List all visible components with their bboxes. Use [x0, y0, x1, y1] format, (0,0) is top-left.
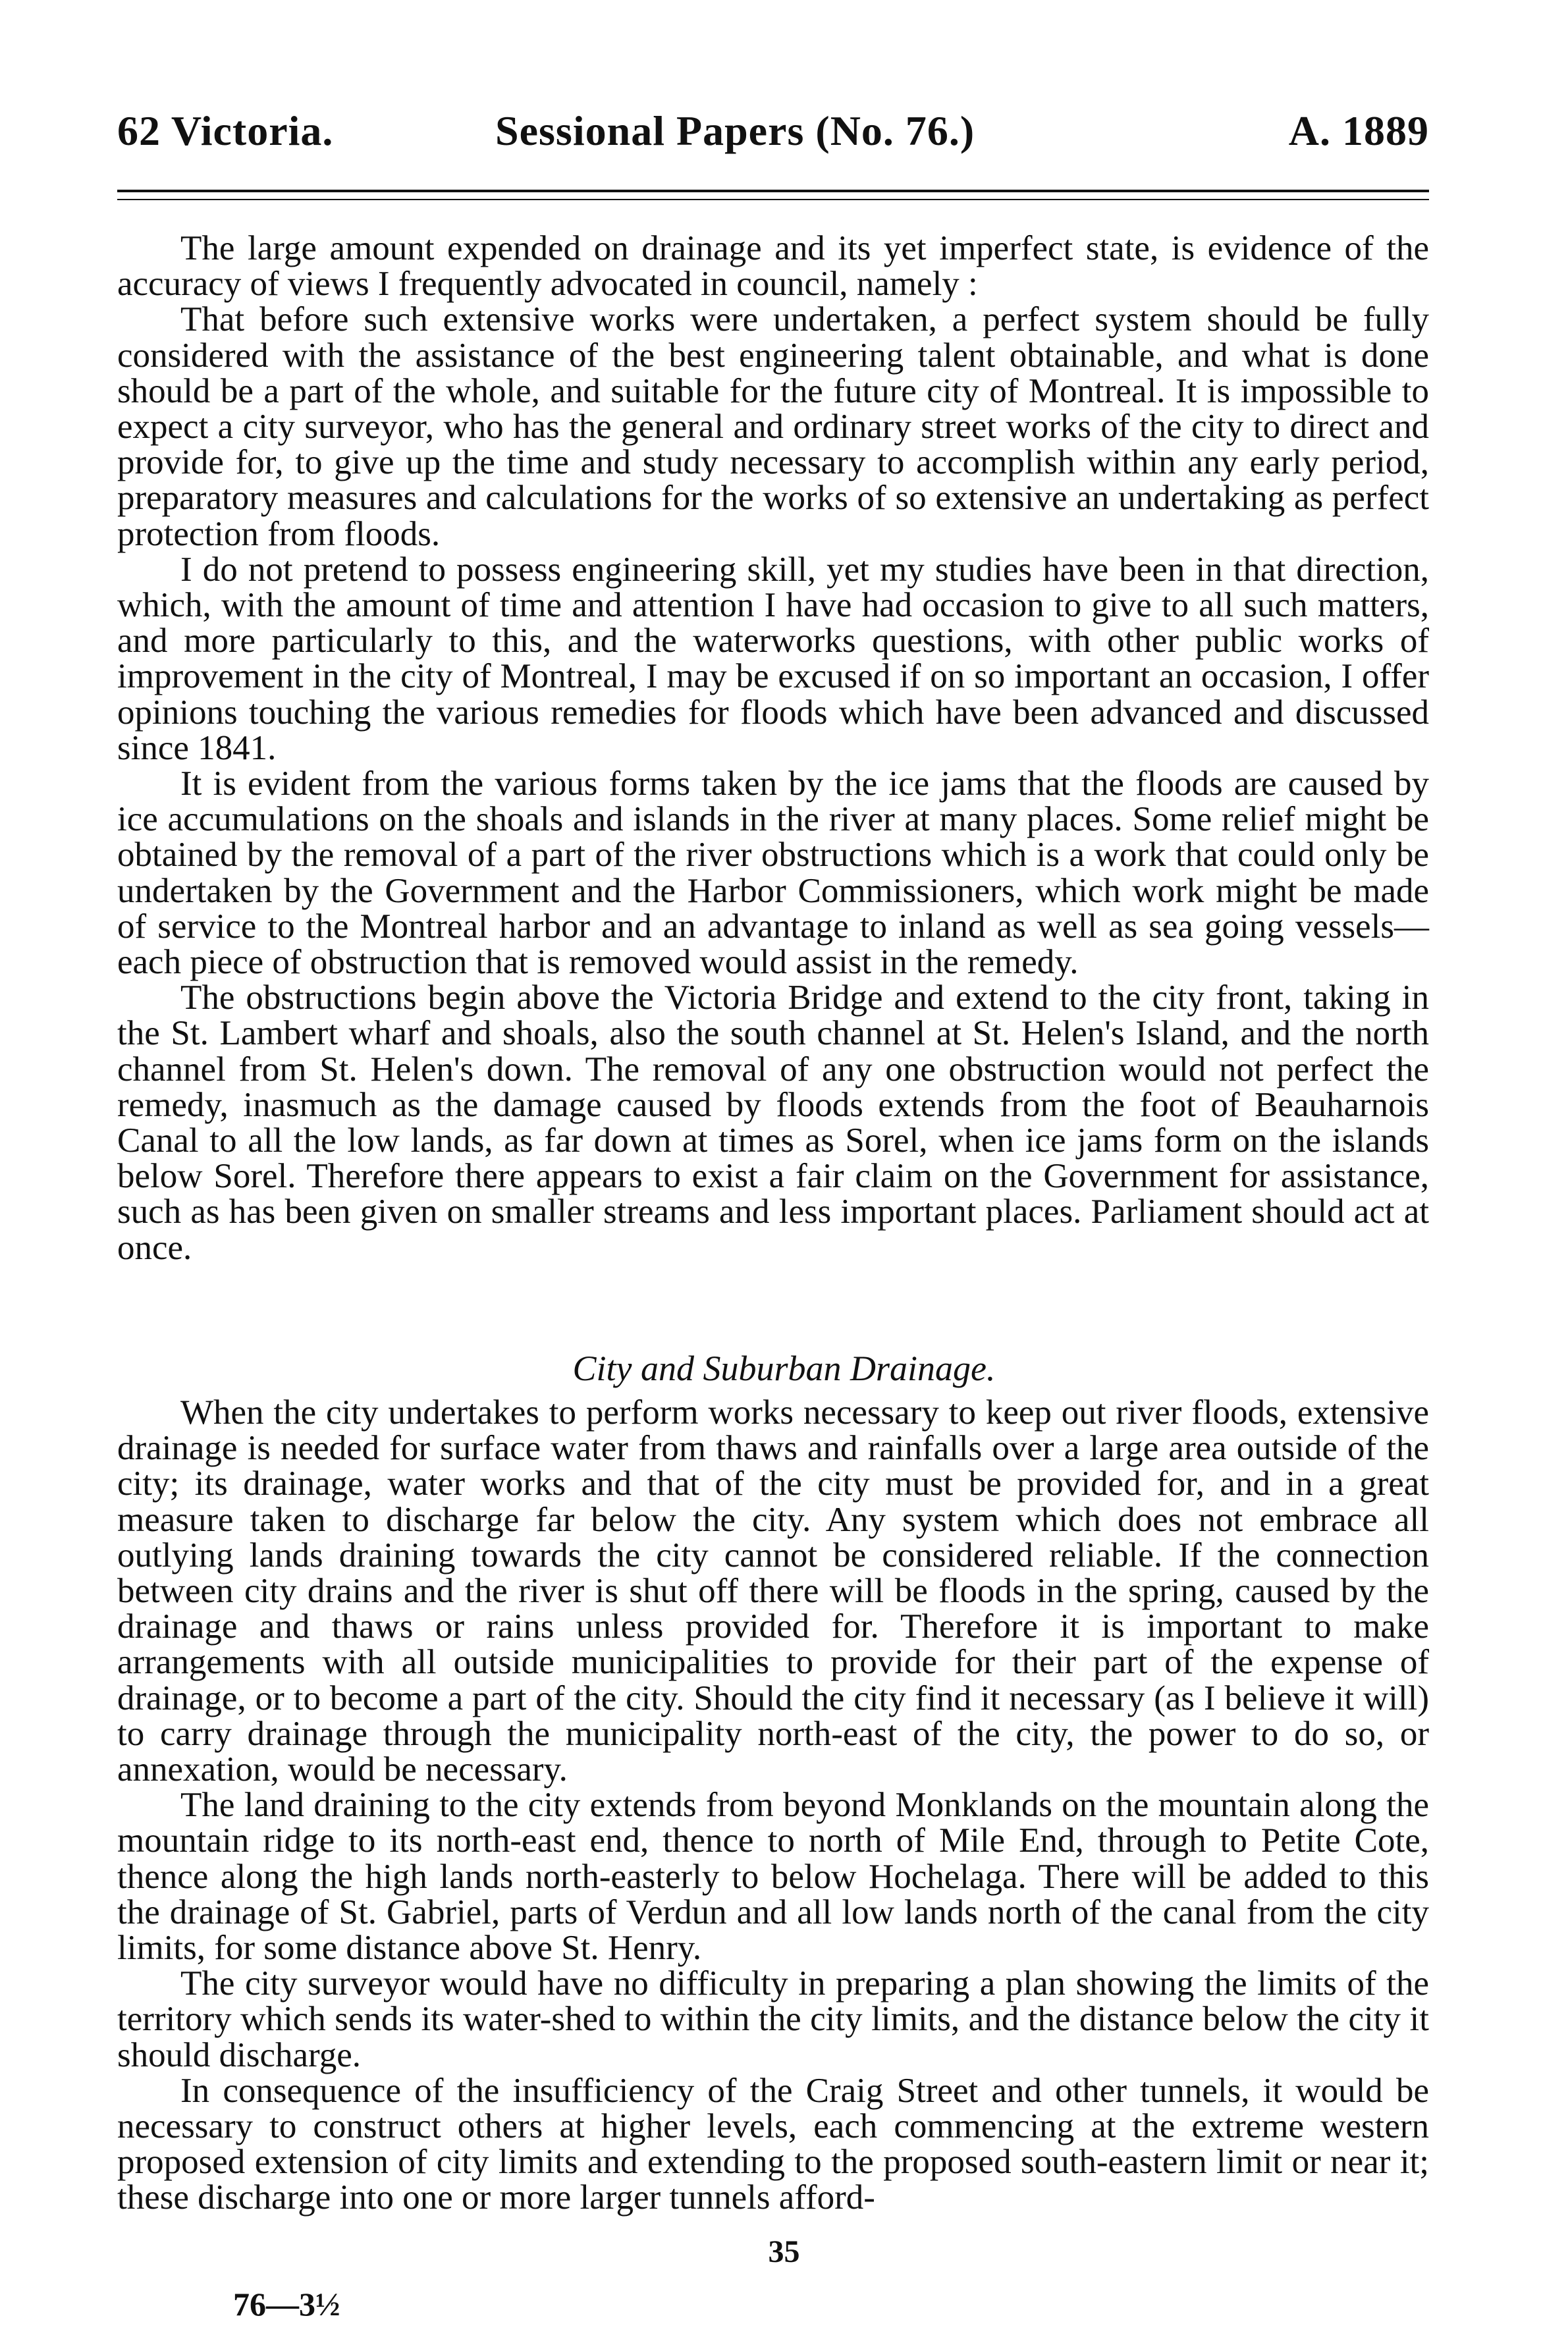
running-header [117, 107, 1429, 159]
paragraph: In consequence of the insufficiency of the Craig Street and other tunnels, it would be necessary to construct others at higher levels, each commencing at the extreme western proposed extension of city limits and extending to the proposed south-eastern limit or near it; these discharge into one or more larger tunnels afford- [117, 2071, 1429, 2217]
header-year: A. 1889 [1288, 107, 1429, 154]
body-section-floods [117, 230, 1429, 1266]
paragraph: The obstructions begin above the Victoria Bridge and extend to the city front, taking in the St. Lambert wharf and shoals, also the south channel at St. Helen's Island, and the north channel from St. Helen's down. The removal of any one obstruction would not perfect the remedy, inasmuch as the damage caused by floods extends from the foot of Beauharnois Canal to all the low lands, as far down at times as Sorel, when ice jams form on the islands below Sorel. Therefore there appears to exist a fair claim on the Government for assistance, such as has been given on smaller streams and less important places. Parliament should act at once. [117, 979, 1429, 1267]
paragraph: The land draining to the city extends from beyond Monklands on the mountain along the mountain ridge to its north-east end, thence to north of Mile End, through to Petite Cote, thence along the high lands north-easterly to below Hochelaga. There will be added to this the drainage of St. Gabriel, parts of Verdun and all low lands north of the canal from the city limits, for some distance above St. Henry. [117, 1786, 1429, 1968]
header-series-title: Sessional Papers (No. 76.) [495, 107, 975, 154]
header-rule-thick [117, 190, 1429, 192]
paragraph: When the city undertakes to perform works necessary to keep out river floods, extensive drainage is needed for surface water from thaws and rainfalls over a large area outside of the city; its drainage, water works and that of the city must be provided for, and in a great measure taken to discharge far below the city. Any system which does not embrace all outlying lands draining towards the city cannot be considered reliable. If the connection between city drains and the river is shut off there will be floods in the spring, caused by the drainage and thaws or rains unless provided for. Therefore it is important to make arrangements with all outside municipalities to provide for their part of the expense of drainage, or to become a part of the city. Should the city find it necessary (as I believe it will) to carry drainage through the municipality north-east of the city, the power to do so, or annexation, would be necessary. [117, 1393, 1429, 1789]
paragraph: That before such extensive works were undertaken, a perfect system should be fully considered with the assistance of the best engineering talent obtainable, and what is done should be a part of the whole, and suitable for the future city of Montreal. It is impossible to expect a city surveyor, who has the general and ordinary street works of the city to direct and provide for, to give up the time and study necessary to accomplish within any early period, preparatory measures and calculations for the works of so extensive an undertaking as perfect protection from floods. [117, 300, 1429, 553]
signature-mark: 76—3½ [233, 2286, 340, 2323]
page-number: 35 [768, 2234, 800, 2269]
paragraph: I do not pretend to possess engineering skill, yet my studies have been in that direction, which, with the amount of time and attention I have had occasion to give to all such matters, and more particularly to this, and the waterworks questions, with other public works of improvement in the city of Montreal, I may be excused if on so important an occasion, I offer opinions touching the various remedies for floods which have been advanced and discussed since 1841. [117, 550, 1429, 767]
body-section-drainage [117, 1395, 1429, 2216]
header-volume: 62 Victoria. [117, 107, 334, 154]
paragraph: It is evident from the various forms taken by the ice jams that the floods are caused by ice accumulations on the shoals and islands in the river at many places. Some relief might be obtained by the removal of a part of the river obstructions which is a work that could only be undertaken by the Government and the Harbor Commissioners, which work might be made of service to the Montreal harbor and an advantage to inland as well as sea going vessels—each piece of obstruction that is removed would assist in the remedy. [117, 765, 1429, 982]
paragraph: The city surveyor would have no difficulty in preparing a plan showing the limits of the territory which sends its water-shed to within the city limits, and the distance below the city it should discharge. [117, 1964, 1429, 2074]
paragraph: The large amount expended on drainage and its yet imperfect state, is evidence of the accuracy of views I frequently advocated in council, namely : [117, 229, 1429, 304]
header-rule-thin [117, 199, 1429, 200]
section-heading: City and Suburban Drainage. [572, 1349, 996, 1388]
